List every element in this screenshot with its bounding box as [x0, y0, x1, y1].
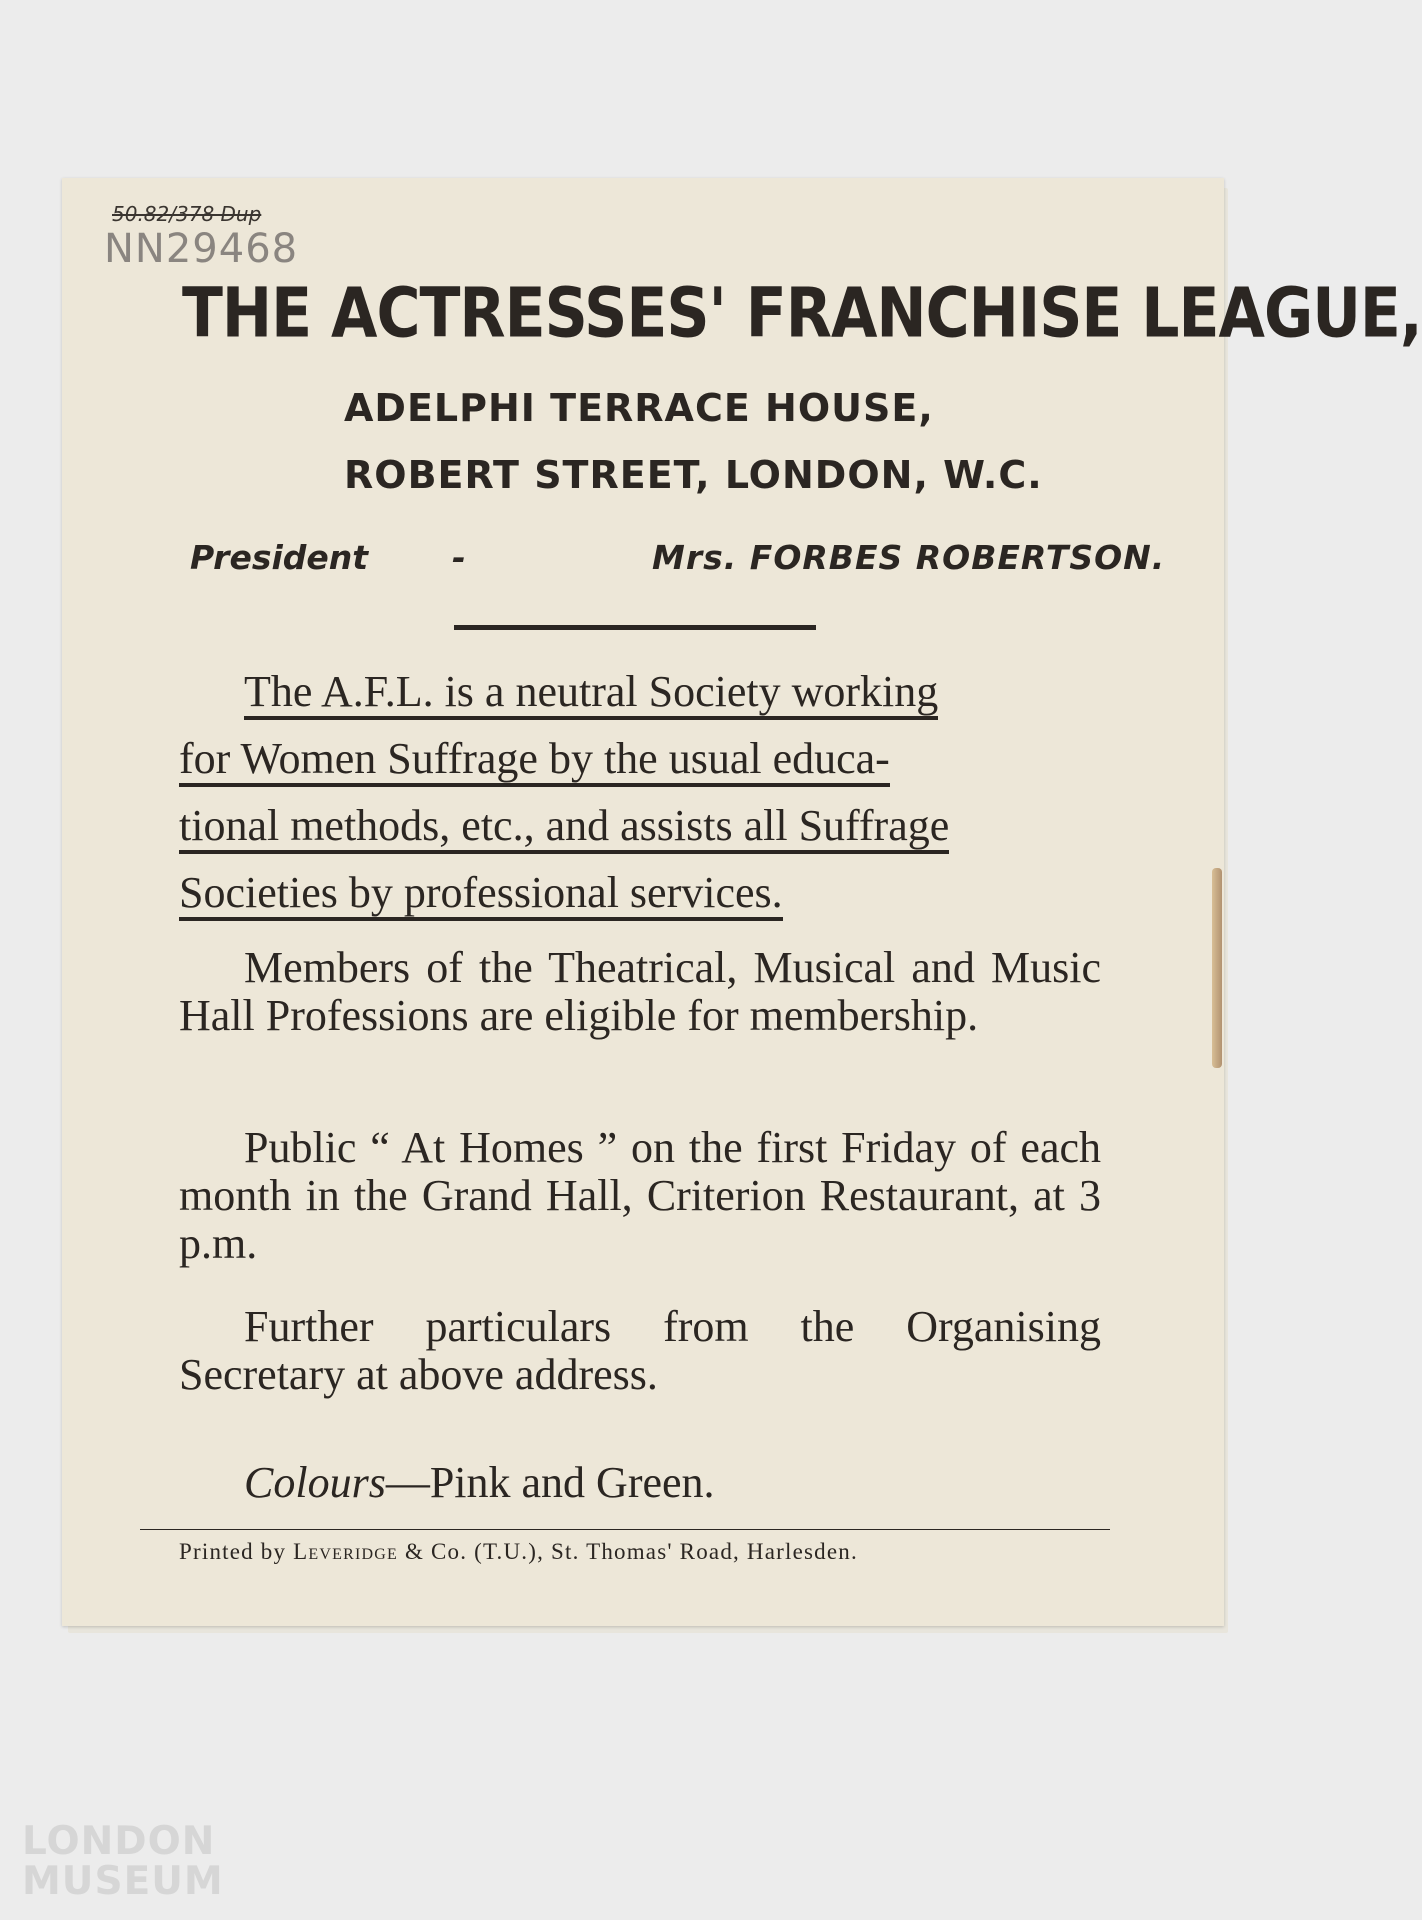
aims-line-3: tional methods, etc., and assists all Suffrage	[179, 801, 949, 854]
paragraph-particulars	[179, 1303, 1101, 1399]
paper-stain	[1212, 868, 1222, 1068]
imprint-suffix: & Co. (T.U.), St. Thomas' Road, Harlesden.	[404, 1539, 858, 1564]
address-line-2: ROBERT STREET, LONDON, W.C.	[344, 453, 1043, 497]
paragraph-membership	[179, 944, 1101, 1040]
imprint-prefix: Printed by	[179, 1539, 287, 1564]
colours-value: —Pink and Green.	[385, 1458, 715, 1507]
aims-line-4: Societies by professional services.	[179, 868, 783, 921]
aims-line-2: for Women Suffrage by the usual educa-	[179, 734, 890, 787]
president-name: Mrs. FORBES ROBERTSON.	[652, 538, 1166, 577]
printer-imprint	[179, 1539, 1109, 1565]
imprint-printer: Leveridge	[293, 1539, 398, 1564]
divider-rule	[454, 625, 816, 630]
watermark-line-1: LONDON	[22, 1819, 216, 1864]
paragraph-aims	[179, 658, 1101, 926]
address-line-1: ADELPHI TERRACE HOUSE,	[344, 386, 934, 430]
membership-text: Members of the Theatrical, Musical and Music Hall Professions are eligible for membership.	[179, 943, 1101, 1040]
archive-reference: 50.82/378 Dup	[112, 202, 262, 226]
paragraph-colours	[179, 1450, 1101, 1516]
leaflet-title: THE ACTRESSES' FRANCHISE LEAGUE,	[182, 273, 1422, 354]
museum-watermark	[22, 1819, 224, 1904]
president-dash: -	[452, 538, 466, 577]
aims-line-1: The A.F.L. is a neutral Society working	[244, 667, 938, 720]
president-label: President	[190, 538, 369, 577]
paragraph-at-homes	[179, 1124, 1101, 1268]
footer-rule	[140, 1529, 1110, 1530]
particulars-text: Further particulars from the Organising Secretary at above address.	[179, 1302, 1101, 1399]
archive-number: NN29468	[104, 226, 299, 272]
leaflet	[62, 178, 1422, 1626]
at-homes-text: Public “ At Homes ” on the first Friday of each month in the Grand Hall, Criterion Restaurant, at 3 p.m.	[179, 1123, 1101, 1268]
colours-label: Colours	[244, 1458, 386, 1507]
watermark-line-2: MUSEUM	[22, 1859, 224, 1904]
